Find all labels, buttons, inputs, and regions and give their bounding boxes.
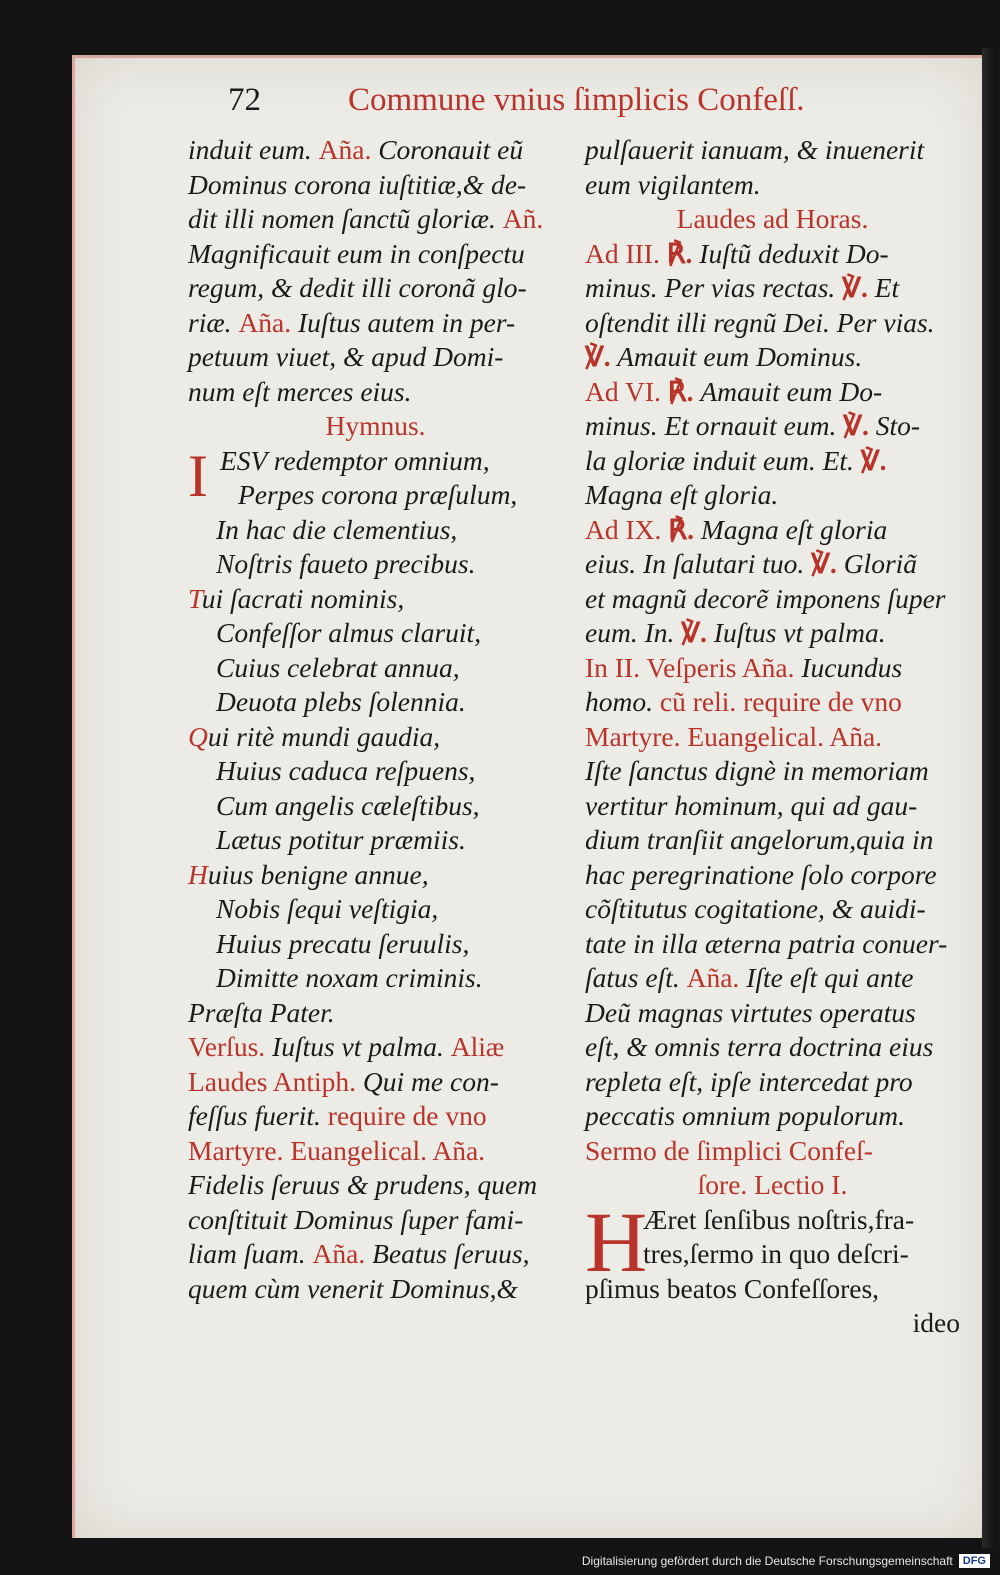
liturgical-sign: ℟.: [659, 237, 700, 269]
body-text: Cum angelis cæleſtibus,: [216, 789, 480, 821]
rubric-text: Aña.: [686, 962, 740, 993]
left-column-line: [188, 1030, 563, 1065]
dfg-logo: DFG: [959, 1554, 990, 1568]
body-text: Et: [867, 272, 900, 303]
body-text: Qui me con-: [356, 1065, 499, 1097]
left-column-line: [188, 478, 563, 513]
left-column-line: [188, 996, 563, 1031]
left-column-line: [188, 1134, 563, 1169]
body-text: Dominus corona iuſtitiæ,& de-: [188, 168, 527, 200]
rubric-text: Martyre. Euangelical. Aña.: [585, 720, 883, 752]
left-column-line: [188, 409, 563, 444]
liturgical-sign: ℣.: [585, 341, 611, 372]
initial-letter: Q: [188, 720, 208, 752]
left-column-line: [188, 237, 563, 272]
body-text: conſtituit Dominus ſuper fami-: [188, 1203, 524, 1235]
body-text: minus. Et ornauit eum.: [585, 410, 844, 441]
right-column-line: [585, 1099, 960, 1134]
rubric-text: Hymnus.: [325, 410, 426, 441]
left-column-line: [188, 1237, 563, 1272]
body-text: ui ſacrati nominis,: [201, 582, 405, 614]
left-column-line: [188, 823, 563, 858]
body-text: Magna eſt gloria.: [585, 479, 779, 510]
page-number: 72: [228, 82, 261, 118]
body-text: Magna eſt gloria: [700, 513, 888, 545]
initial-letter: H: [188, 858, 208, 890]
body-text: Noſtris faueto precibus.: [216, 548, 476, 579]
liturgical-sign: ℟.: [660, 375, 701, 407]
body-text: Iuſtus vt palma.: [706, 617, 886, 648]
body-text: riæ.: [188, 306, 239, 338]
right-column-line: [585, 685, 960, 720]
right-column-line: [585, 892, 960, 927]
rubric-text: cũ reli. require de vno: [659, 686, 902, 717]
left-column: [188, 133, 563, 1306]
right-column-line: [585, 961, 960, 996]
left-column-line: [188, 168, 563, 203]
right-column-line: [585, 789, 960, 824]
body-text: In hac die clementius,: [216, 513, 458, 545]
left-column-line: [188, 685, 563, 720]
rubric-text: Laudes ad Horas.: [676, 203, 869, 234]
body-text: peccatis omnium populorum.: [585, 1100, 906, 1131]
right-column-line: [585, 996, 960, 1031]
body-text: tate in illa æterna patria conuer-: [585, 927, 948, 959]
body-text: hac peregrinatione ſolo corpore: [585, 858, 937, 890]
left-column-line: [188, 340, 563, 375]
left-column-line: [188, 961, 563, 996]
body-text: Iſte eſt qui ante: [739, 962, 914, 993]
page-edge: [982, 48, 996, 1548]
right-column-line: [585, 1306, 960, 1341]
rubric-text: Sermo de ſimplici Confeſ-: [585, 1134, 873, 1166]
initial-letter: T: [188, 582, 202, 614]
body-text: Iuſtus vt palma.: [265, 1031, 451, 1062]
left-column-line: [188, 547, 563, 582]
liturgical-sign: ℣.: [681, 617, 707, 648]
body-text: eum vigilantem.: [585, 168, 761, 200]
body-text: oſtendit illi regnũ Dei. Per vias.: [585, 306, 935, 338]
body-text: Fidelis ſeruus & prudens, quem: [188, 1169, 538, 1200]
rubric-text: Verſus.: [188, 1031, 266, 1062]
body-text: ui ritè mundi gaudia,: [207, 720, 441, 752]
body-text: Nobis ſequi veſtigia,: [216, 893, 439, 924]
body-text: Huius caduca reſpuens,: [216, 755, 476, 786]
right-column-line: [585, 823, 960, 858]
right-column-line: [585, 720, 960, 755]
initial-letter: I: [188, 442, 208, 509]
body-text: la gloriæ induit eum. Et.: [585, 444, 861, 476]
running-title: Commune vnius ſimplicis Confeſſ.: [348, 82, 805, 118]
body-text: Amauit eum Do-: [700, 375, 883, 407]
left-column-line: [188, 1065, 563, 1100]
liturgical-sign: ℣.: [843, 410, 869, 441]
body-text: eius. In ſalutari tuo.: [585, 548, 812, 579]
body-text: Gloriã: [836, 548, 918, 579]
rubric-text: In II. Veſperis Aña.: [585, 651, 795, 683]
page-header: [0, 82, 1000, 122]
body-text: petuum viuet, & apud Domi-: [188, 341, 504, 372]
right-column-line: [585, 478, 960, 513]
left-column-line: [188, 1168, 563, 1203]
rubric-text: Aña.: [238, 306, 292, 338]
rubric-text: ſore. Lectio I.: [697, 1169, 848, 1200]
right-column-line: [585, 375, 960, 410]
digitization-credit: [0, 1547, 1000, 1575]
liturgical-sign: ℣.: [811, 548, 837, 579]
body-text: Iucundus: [794, 651, 903, 683]
right-column-line: [585, 754, 960, 789]
body-text: Huius precatu ſeruulis,: [216, 927, 470, 959]
rubric-text: Aña.: [312, 1238, 366, 1269]
right-column-line: [585, 547, 960, 582]
right-column-line: [585, 858, 960, 893]
right-column-line: [585, 271, 960, 306]
right-column-line: [585, 651, 960, 686]
body-text: Cuius celebrat annua,: [216, 651, 460, 683]
body-text: Perpes corona præſulum,: [238, 479, 518, 510]
body-text: homo.: [585, 686, 660, 717]
left-column-line: [188, 892, 563, 927]
left-column-line: [188, 1203, 563, 1238]
body-text: Coronauit eũ: [371, 134, 524, 165]
left-column-line: [188, 1272, 563, 1307]
body-text: induit eum.: [188, 134, 319, 165]
large-initial-letter: H: [585, 1193, 648, 1290]
body-text: vertitur hominum, qui ad gau-: [585, 789, 918, 821]
right-column-line: [585, 1065, 960, 1100]
rubric-text: Ad III.: [585, 237, 660, 269]
right-column-line: [585, 237, 960, 272]
left-column-line: [188, 927, 563, 962]
left-column-line: [188, 133, 563, 168]
body-text: dit illi nomen ſanctũ gloriæ.: [188, 203, 503, 234]
body-text: repleta eſt, ipſe intercedat pro: [585, 1065, 913, 1097]
right-column-line: [585, 444, 960, 479]
body-text: Iſte ſanctus dignè in memoriam: [585, 755, 929, 786]
body-text: Magnificauit eum in conſpectu: [188, 237, 525, 269]
right-column: [585, 133, 960, 1341]
left-column-line: [188, 754, 563, 789]
body-text: Beatus ſeruus,: [365, 1238, 530, 1269]
body-text: ſatus eſt.: [585, 962, 687, 993]
body-text: minus. Per vias rectas.: [585, 272, 843, 303]
body-text: feſſus fuerit.: [188, 1100, 328, 1131]
body-text: liam ſuam.: [188, 1238, 313, 1269]
body-text: Deũ magnas virtutes operatus: [585, 996, 916, 1028]
left-column-line: [188, 720, 563, 755]
rubric-text: require de vno: [327, 1100, 487, 1131]
left-column-line: [188, 858, 563, 893]
rubric-text: Aliæ: [450, 1031, 505, 1062]
left-column-line: [188, 306, 563, 341]
body-text: eum. In.: [585, 617, 682, 648]
left-column-line: [188, 375, 563, 410]
body-text: cõſtitutus cogitatione, & auidi-: [585, 893, 926, 924]
right-column-line: [585, 927, 960, 962]
body-text: eſt, & omnis terra doctrina eius: [585, 1031, 934, 1062]
body-text: Iuſtus autem in per-: [291, 306, 516, 338]
right-column-line: [585, 616, 960, 651]
liturgical-sign: ℟.: [661, 513, 701, 545]
rubric-text: Aña.: [318, 134, 372, 165]
body-text: Deuota plebs ſolennia.: [216, 686, 466, 717]
body-text: Confeſſor almus claruit,: [216, 617, 482, 648]
rubric-text: Laudes Antiph.: [188, 1065, 357, 1097]
body-text: quem cùm venerit Dominus,&: [188, 1272, 518, 1304]
body-text: et magnũ decorẽ imponens ſuper: [585, 582, 946, 614]
right-column-line: [585, 168, 960, 203]
right-column-line: [585, 1272, 960, 1307]
body-text: Iuſtũ deduxit Do-: [699, 237, 889, 269]
right-column-line: [585, 306, 960, 341]
rubric-text: Martyre. Euangelical. Aña.: [188, 1134, 486, 1166]
left-column-line: [188, 789, 563, 824]
body-text: Sto-: [868, 410, 921, 441]
left-column-line: [188, 616, 563, 651]
right-column-line: [585, 133, 960, 168]
credit-text: Digitalisierung gefördert durch die Deutsche Forschungsgemeinschaft: [581, 1554, 953, 1568]
left-column-line: [188, 582, 563, 617]
body-text: Æret ſenſibus noſtris,fra-: [643, 1203, 915, 1235]
right-column-line: [585, 582, 960, 617]
right-column-line: [585, 202, 960, 237]
left-column-line: [188, 651, 563, 686]
left-column-line: [188, 202, 563, 237]
body-text: ESV redemptor omnium,: [220, 444, 490, 476]
body-text: ideo: [912, 1307, 960, 1338]
right-column-line: [585, 1237, 960, 1272]
body-text: Lætus potitur præmiis.: [216, 824, 466, 855]
rubric-text: Ad VI.: [585, 375, 661, 407]
liturgical-sign: ℣.: [860, 444, 887, 476]
body-text: Amauit eum Dominus.: [610, 341, 863, 372]
rubric-text: Añ.: [502, 203, 544, 234]
left-column-line: [188, 1099, 563, 1134]
right-column-line: [585, 340, 960, 375]
right-column-line: [585, 513, 960, 548]
liturgical-sign: ℣.: [842, 272, 868, 303]
rubric-text: Ad IX.: [585, 513, 662, 545]
body-text: pſimus beatos Confeſſores,: [585, 1272, 880, 1304]
left-column-line: [188, 513, 563, 548]
body-text: Præſta Pater.: [188, 996, 335, 1028]
left-column-line: [188, 271, 563, 306]
right-column-line: [585, 409, 960, 444]
body-text: tres,ſermo in quo deſcri-: [643, 1238, 909, 1269]
body-text: pulſauerit ianuam, & inuenerit: [585, 134, 925, 165]
body-text: uius benigne annue,: [207, 858, 429, 890]
right-column-line: [585, 1134, 960, 1169]
body-text: dium tranſiit angelorum,quia in: [585, 824, 934, 855]
right-column-line: [585, 1030, 960, 1065]
body-text: num eſt merces eius.: [188, 375, 412, 407]
body-text: regum, & dedit illi coronã glo-: [188, 272, 527, 303]
body-text: Dimitte noxam criminis.: [216, 962, 483, 993]
